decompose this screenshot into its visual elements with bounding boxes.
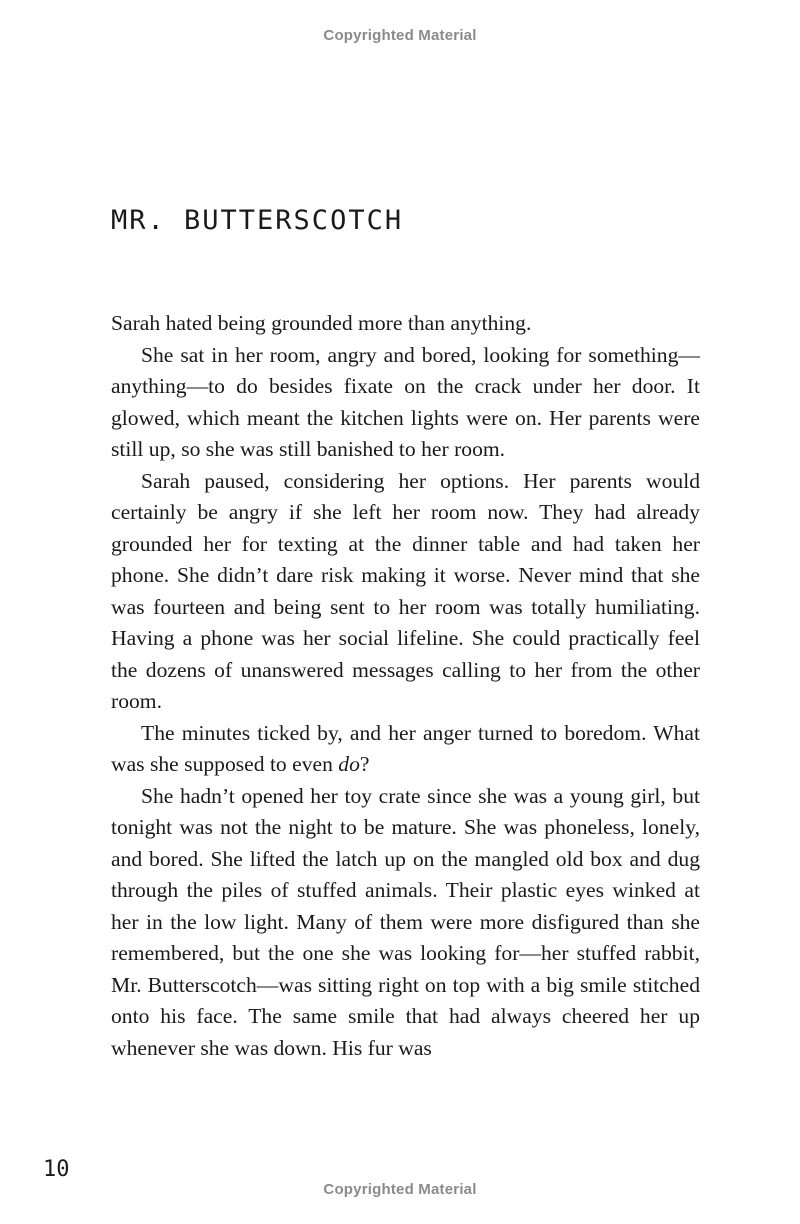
page-number: 10 <box>43 1157 70 1182</box>
paragraph-3: Sarah paused, considering her options. Her parents would certainly be angry if she left her room now. They had already grounded her for texting at the dinner table and had taken her phone. She didn’t dare risk making it worse. Never mind that she was fourteen and being sent to her room was totally humiliating. Having a phone was her social lifeline. She could practically feel the dozens of unanswered messages calling to her from the other room. <box>111 468 700 713</box>
paragraph-4-text: The minutes ticked by, and her anger turned to boredom. What was she supposed to even <box>111 720 700 776</box>
paragraph-4-emphasis: do <box>338 752 360 776</box>
body-text <box>111 308 700 1064</box>
copyright-watermark-bottom: Copyrighted Material <box>323 1181 477 1198</box>
chapter-title: MR. BUTTERSCOTCH <box>111 205 404 236</box>
copyright-watermark-top: Copyrighted Material <box>323 27 477 44</box>
paragraph-2: She sat in her room, angry and bored, looking for something—anything—to do besides fixate on the crack under her door. It glowed, which meant the kitchen lights were on. Her parents were still up, so she was still banished to her room. <box>111 342 700 461</box>
paragraph-1: Sarah hated being grounded more than anything. <box>111 311 532 335</box>
paragraph-4 <box>111 718 700 781</box>
paragraph-4-end: ? <box>359 752 370 776</box>
paragraph-5: She hadn’t opened her toy crate since she was a young girl, but tonight was not the night to be mature. She was phoneless, lonely, and bored. She lifted the latch up on the mangled old box and dug through the piles of stuffed animals. Their plastic eyes winked at her in the low light. Many of them were more disfigured than she remembered, but the one she was looking for—her stuffed rabbit, Mr. Butterscotch—was sitting right on top with a big smile stitched onto his face. The same smile that had always cheered her up whenever she was down. His fur was <box>111 783 700 1060</box>
